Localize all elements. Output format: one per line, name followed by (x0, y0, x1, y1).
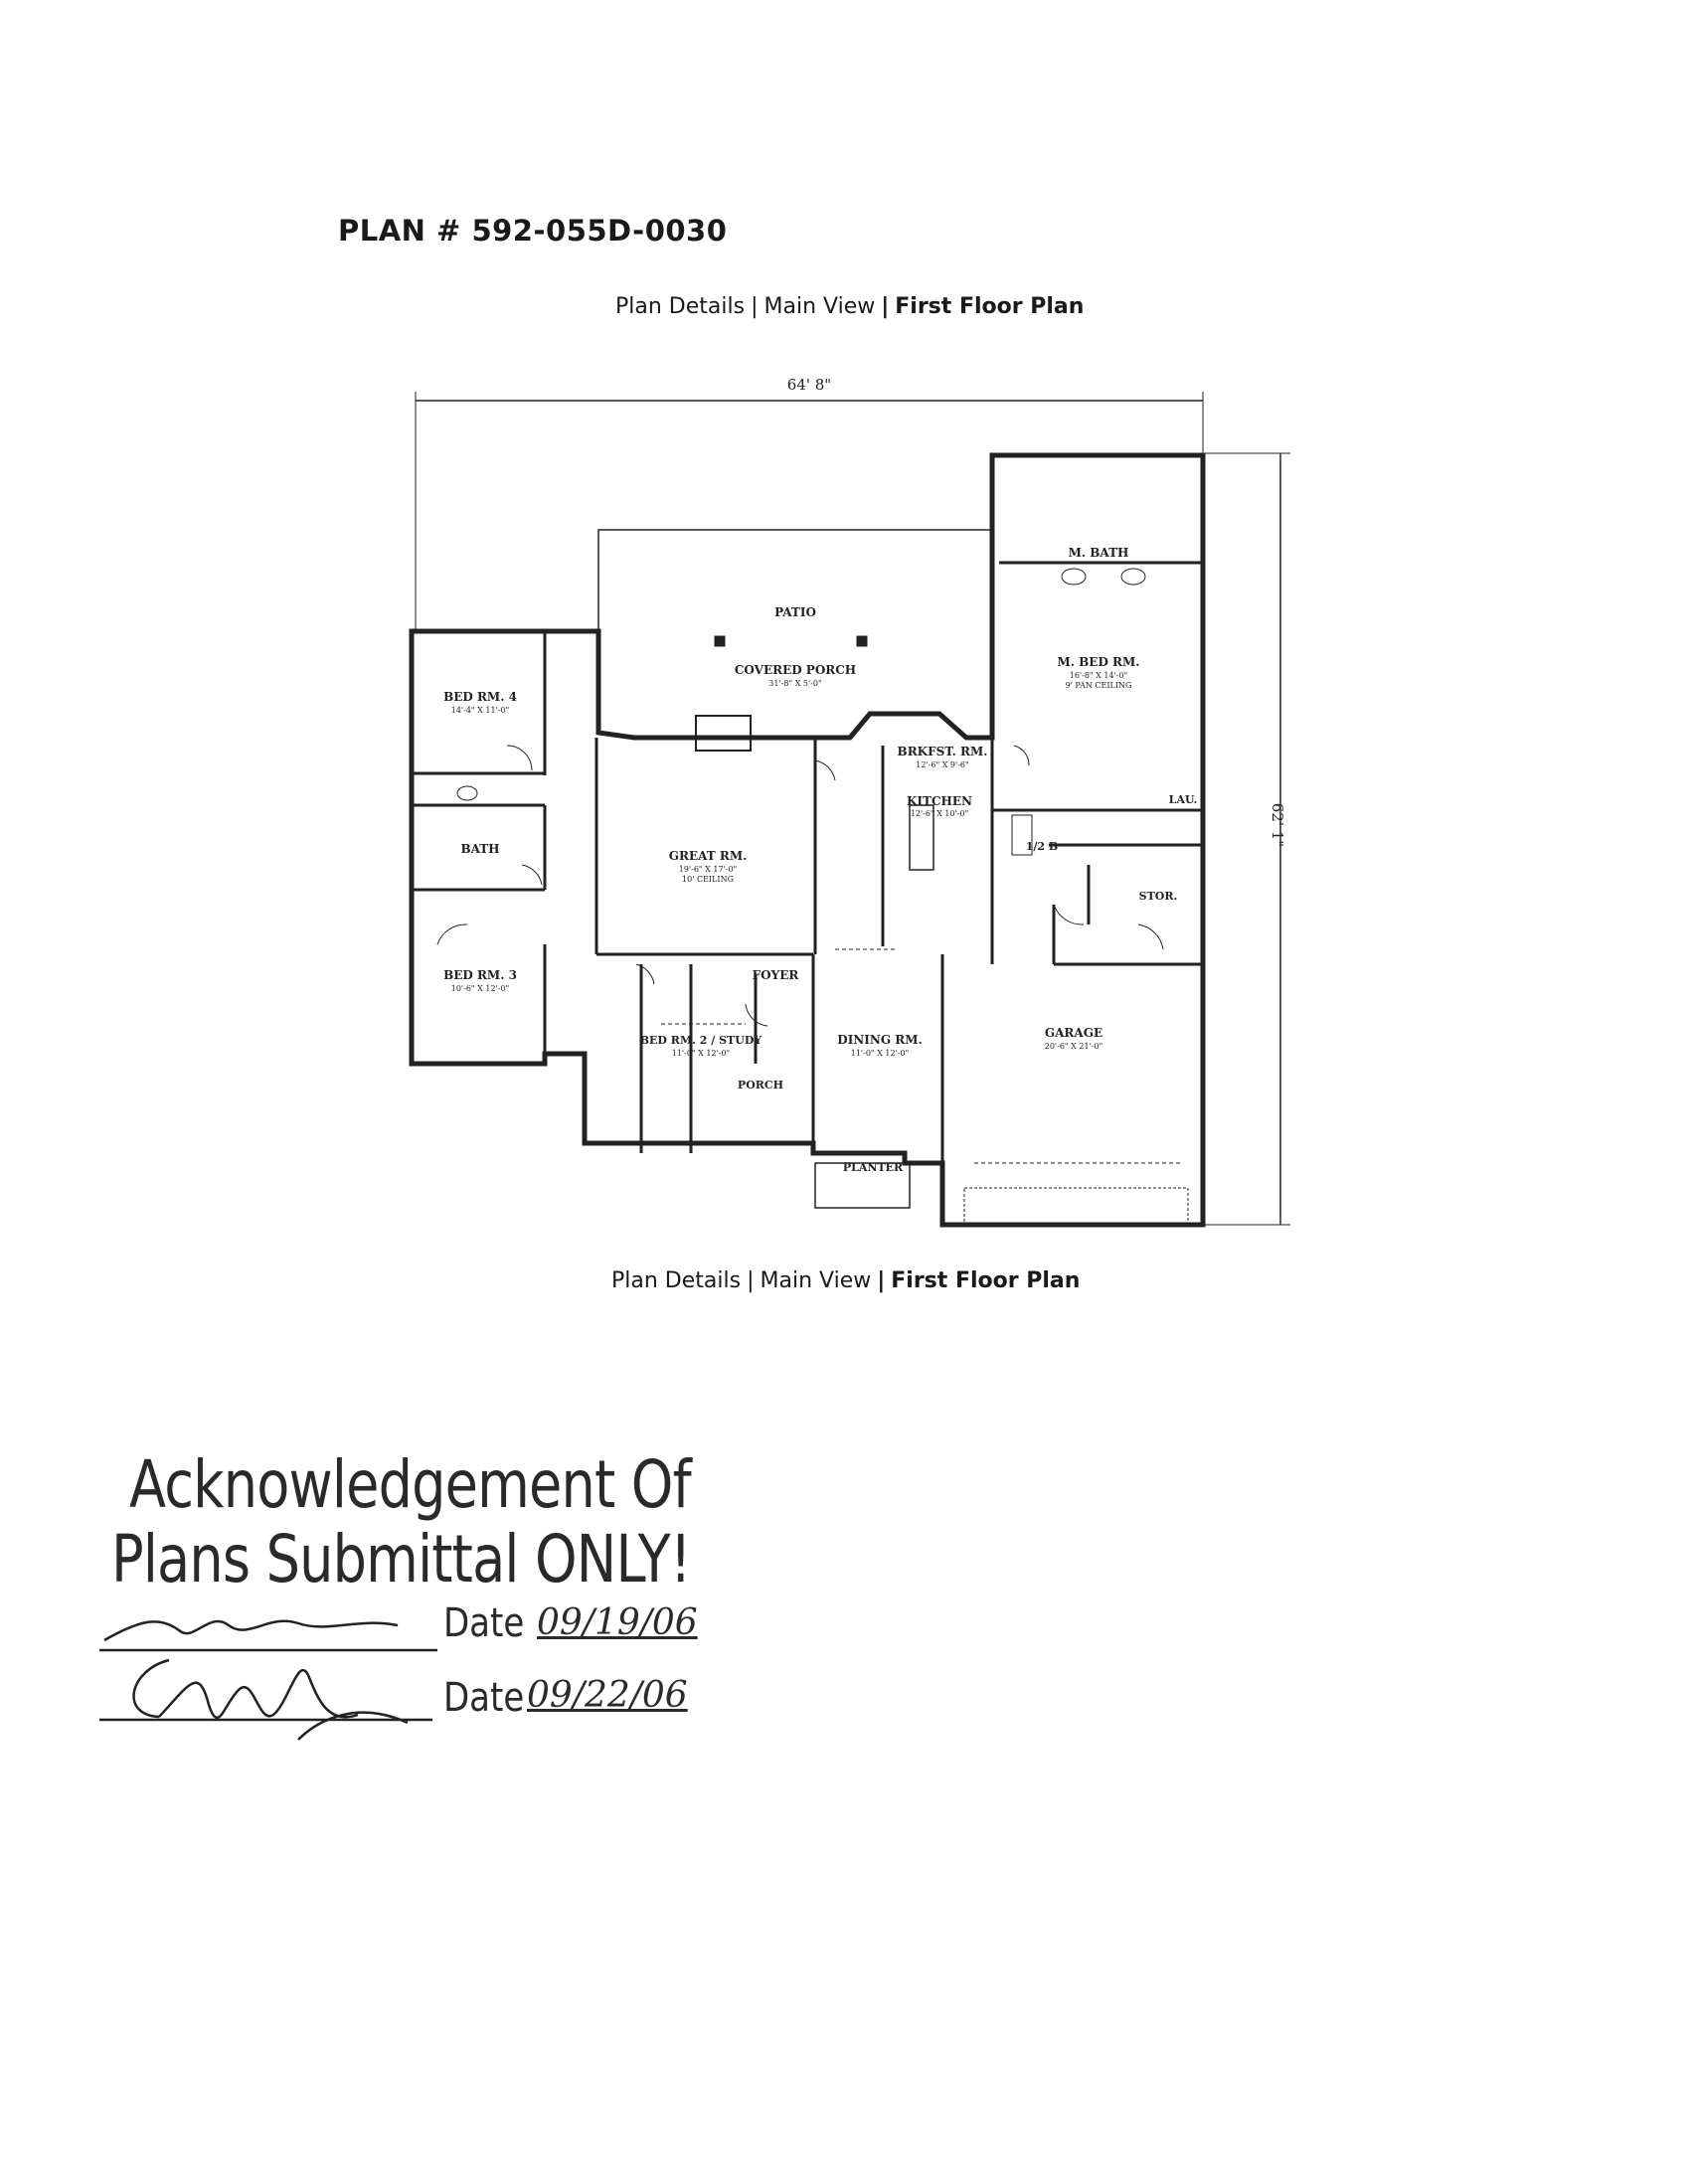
room-great-ceiling: 10' CEILING (682, 875, 734, 884)
room-dining: DINING RM. (837, 1033, 923, 1047)
room-patio: PATIO (774, 605, 816, 619)
room-mbed-size: 16'-8" X 14'-0" (1069, 671, 1128, 680)
room-dining-size: 11'-0" X 12'-0" (850, 1049, 910, 1058)
dim-width: 64' 8" (786, 376, 832, 394)
main-view-link[interactable]: Main View (763, 294, 876, 319)
room-brkfst: BRKFST. RM. (897, 745, 988, 758)
plan-details-link[interactable]: Plan Details (611, 1268, 742, 1293)
room-brkfst-size: 12'-6" X 9'-6" (916, 760, 969, 769)
signature-2 (99, 1645, 447, 1755)
nav-separator: | (881, 294, 890, 319)
room-covered-porch-size: 31'-8" X 5'-0" (768, 679, 822, 688)
room-mbed-ceiling: 9' PAN CEILING (1065, 681, 1132, 690)
room-half-bath: 1/2 B (1025, 840, 1059, 853)
room-great: GREAT RM. (668, 849, 748, 863)
room-mbed: M. BED RM. (1057, 655, 1140, 669)
room-planter: PLANTER (842, 1161, 904, 1174)
dim-depth: 62' 1" (1269, 802, 1286, 848)
nav-separator: | (747, 1268, 755, 1293)
room-garage-size: 20'-6" X 21'-0" (1044, 1042, 1103, 1051)
plan-details-link[interactable]: Plan Details (615, 294, 746, 319)
date-label-1: Date (443, 1600, 525, 1646)
first-floor-plan-link[interactable]: First Floor Plan (895, 294, 1085, 319)
first-floor-plan-link[interactable]: First Floor Plan (891, 1268, 1081, 1293)
nav-separator: | (751, 294, 759, 319)
stamp-acknowledgement: Acknowledgement Of (129, 1446, 691, 1523)
room-covered-porch: COVERED PORCH (734, 663, 857, 677)
room-kitchen: KITCHEN (907, 794, 972, 808)
room-great-size: 19'-6" X 17'-0" (678, 865, 738, 874)
room-foyer: FOYER (752, 968, 799, 982)
room-bed3-size: 10'-6" X 12'-0" (450, 984, 510, 993)
room-porch: PORCH (737, 1079, 784, 1092)
date-label-2: Date (443, 1675, 525, 1721)
nav-separator: | (877, 1268, 886, 1293)
room-garage: GARAGE (1044, 1026, 1103, 1040)
signature-row-2 (99, 1645, 696, 1755)
room-bath: BATH (460, 842, 500, 856)
stamp-plans-submittal: Plans Submittal ONLY! (111, 1521, 691, 1597)
room-bed2: BED RM. 2 / STUDY (639, 1034, 762, 1047)
room-bed4: BED RM. 4 (443, 690, 517, 704)
floor-plan-drawing (398, 368, 1292, 1243)
date-value-1: 09/19/06 (537, 1602, 698, 1643)
plan-number: PLAN # 592-055D-0030 (338, 214, 728, 248)
main-view-link[interactable]: Main View (760, 1268, 872, 1293)
room-bed4-size: 14'-4" X 11'-0" (450, 706, 510, 715)
room-bed2-size: 11'-0" X 12'-0" (671, 1049, 731, 1058)
plan-nav-bottom (611, 1268, 1080, 1293)
room-bed3: BED RM. 3 (443, 968, 517, 982)
date-value-2: 09/22/06 (527, 1675, 688, 1716)
room-stor: STOR. (1138, 890, 1178, 903)
plan-nav-top (615, 294, 1084, 319)
room-kitchen-size: 12'-6" X 10'-0" (910, 809, 969, 818)
room-lau: LAU. (1168, 793, 1198, 806)
room-mbath: M. BATH (1068, 546, 1129, 560)
